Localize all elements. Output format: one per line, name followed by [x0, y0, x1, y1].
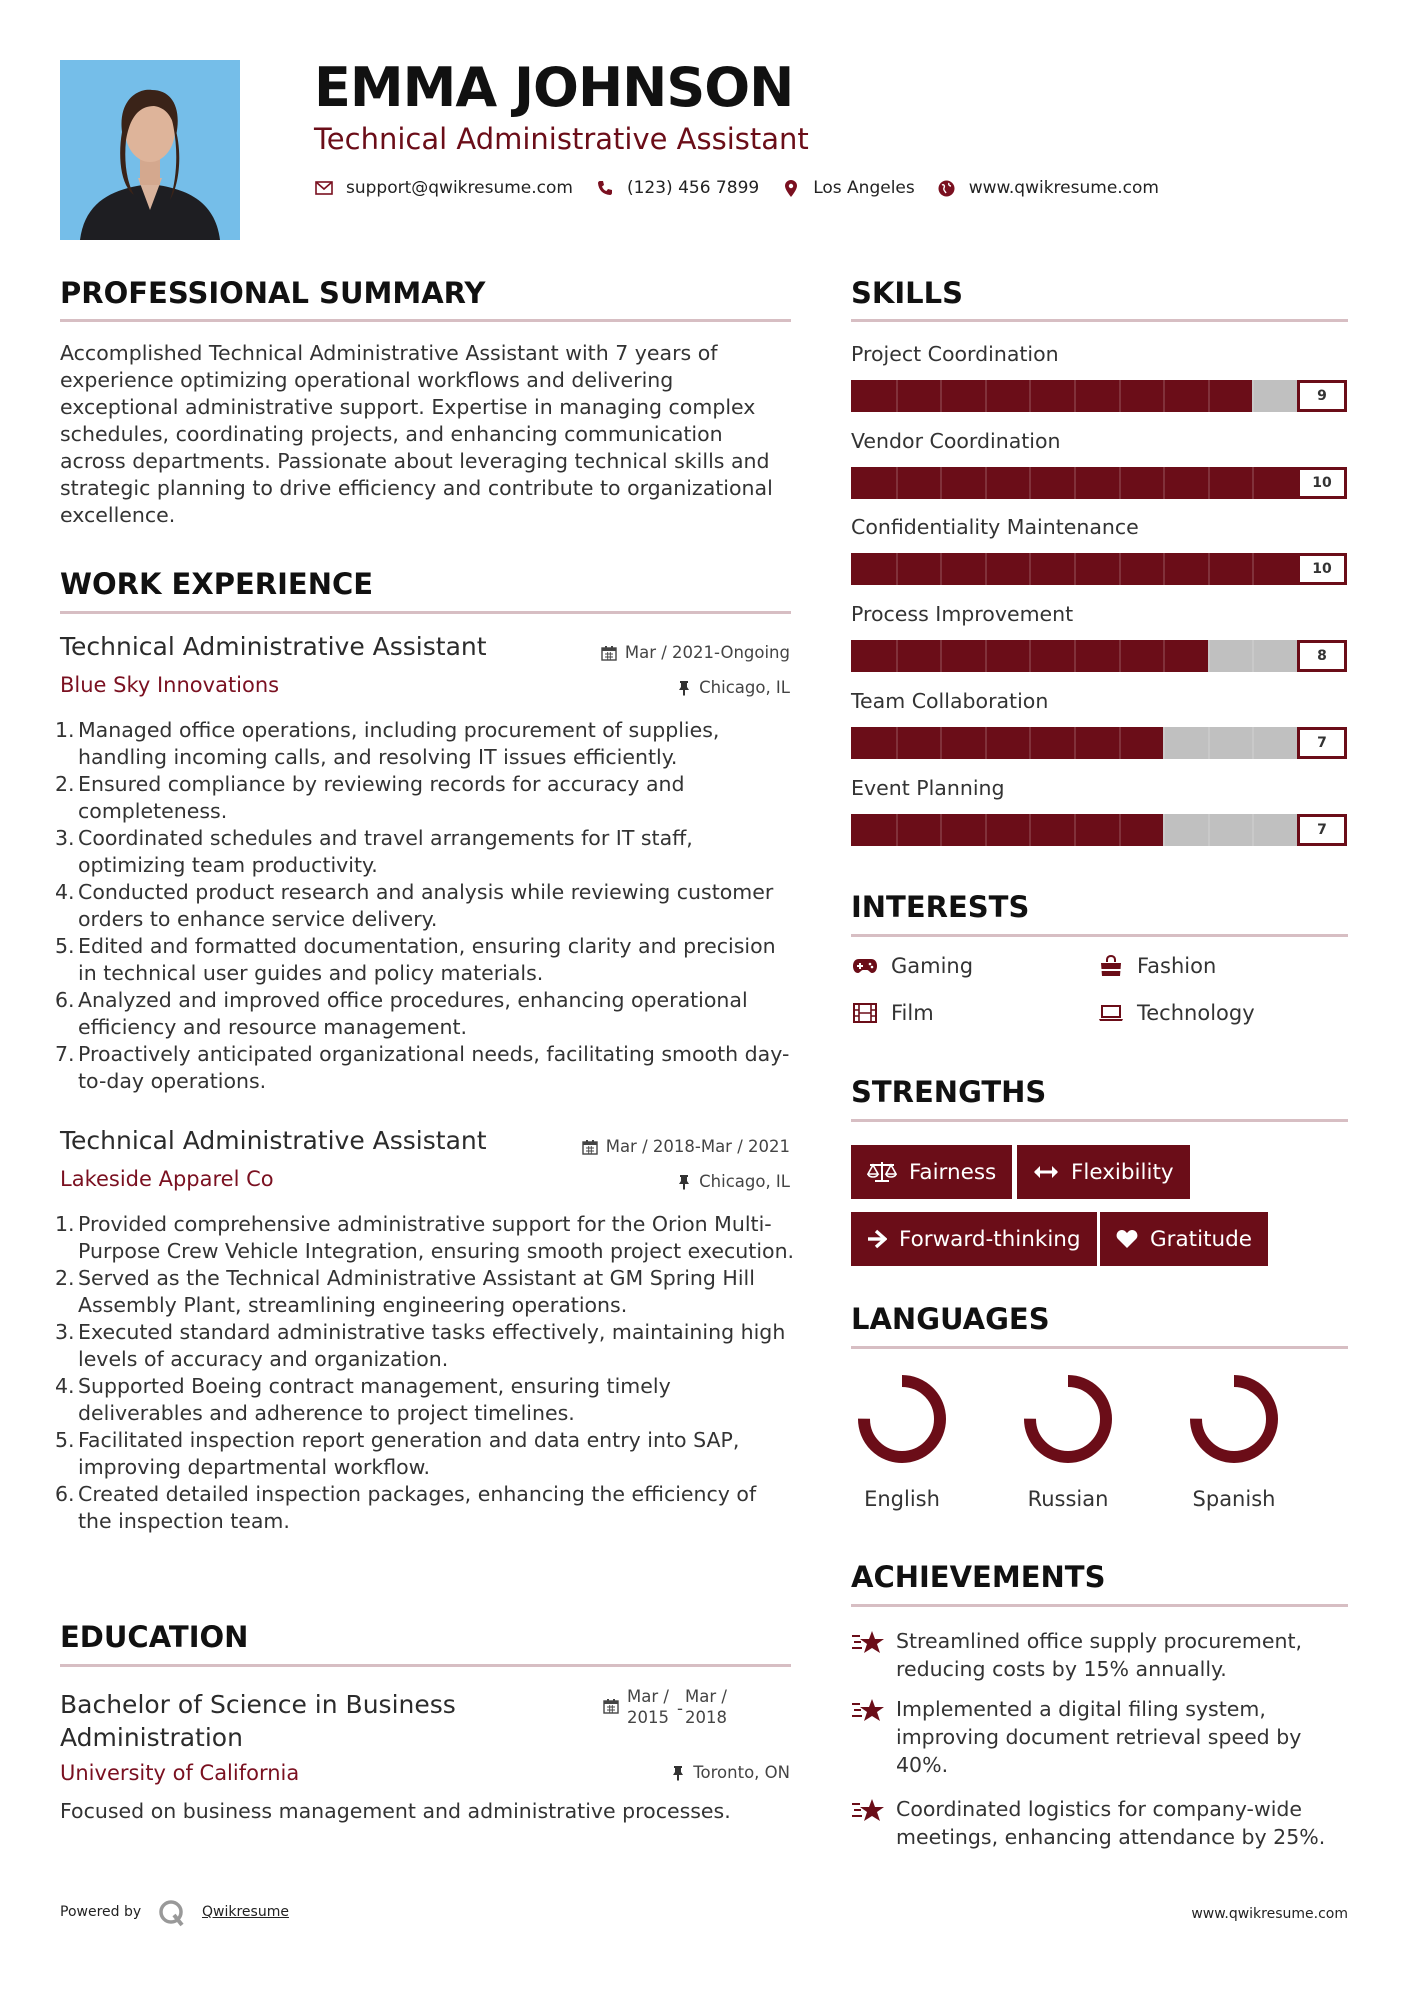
- strength-forward-thinking: [851, 1212, 1097, 1266]
- job-location-text: Chicago, IL: [699, 678, 790, 697]
- phone-icon: [595, 178, 615, 198]
- skill-bar-segment: [1029, 814, 1031, 846]
- interest-label: Technology: [1137, 1001, 1255, 1025]
- star-badge-icon: [851, 1629, 885, 1661]
- job-title: Technical Administrative Assistant: [60, 1126, 487, 1155]
- responsibility-item: [55, 1211, 795, 1265]
- job-responsibilities: [55, 717, 795, 1095]
- strength-flexibility: [1017, 1145, 1190, 1199]
- responsibility-text: Proactively anticipated organizational needs, facilitating smooth day-to-day operations.: [78, 1042, 790, 1093]
- list-number: 1.: [55, 718, 75, 742]
- skill-bar-segment: [1029, 640, 1031, 672]
- job-date: [601, 643, 790, 662]
- responsibility-item: [55, 717, 795, 771]
- list-number: 5.: [55, 934, 75, 958]
- responsibility-item: [55, 1481, 795, 1535]
- section-divider: [851, 934, 1348, 937]
- skill-bar-segment: [1029, 727, 1031, 759]
- language-name: Russian: [1027, 1487, 1109, 1511]
- skill-bar-segment: [1119, 553, 1121, 585]
- section-divider: [851, 319, 1348, 322]
- responsibility-text: Edited and formatted documentation, ensuring clarity and precision in technical user guides and policy materials.: [78, 934, 776, 985]
- skill-bar-segment: [1074, 640, 1076, 672]
- map-pin-icon: [781, 178, 801, 198]
- education-end-year: 2018: [684, 1708, 727, 1727]
- globe-icon: [937, 178, 957, 198]
- school-name: University of California: [60, 1761, 300, 1785]
- responsibility-text: Coordinated schedules and travel arrangements for IT staff, optimizing team productivity.: [78, 826, 693, 877]
- skill-bar-segment: [1163, 640, 1165, 672]
- star-badge-icon: [851, 1697, 885, 1729]
- arrow-right-icon: [867, 1229, 887, 1249]
- qwikresume-brand-link[interactable]: Qwikresume: [202, 1904, 289, 1920]
- responsibility-text: Executed standard administrative tasks effectively, maintaining high levels of accuracy and organization.: [78, 1320, 786, 1371]
- section-heading-interests: INTERESTS: [851, 890, 1030, 924]
- skill-bar-fill: [851, 727, 1163, 759]
- skill-bar-segment: [1163, 380, 1165, 412]
- skill-bar-segment: [1163, 814, 1165, 846]
- skill-bar-segment: [896, 467, 898, 499]
- shopping-bag-icon: [1097, 954, 1125, 978]
- skill-bar: [851, 640, 1347, 672]
- skill-label: Vendor Coordination: [851, 428, 1061, 453]
- skill-bar-segment: [940, 814, 942, 846]
- company-name: Lakeside Apparel Co: [60, 1167, 274, 1191]
- skill-bar-segment: [896, 640, 898, 672]
- strength-label: Fairness: [909, 1159, 997, 1185]
- pushpin-icon: [677, 680, 691, 696]
- section-divider: [851, 1604, 1348, 1607]
- strength-label: Gratitude: [1150, 1226, 1253, 1252]
- skill-bar-segment: [896, 553, 898, 585]
- language-name: English: [864, 1487, 940, 1511]
- section-heading-skills: SKILLS: [851, 276, 963, 310]
- language-name: Spanish: [1192, 1487, 1276, 1511]
- skill-label: Project Coordination: [851, 342, 1059, 366]
- education-description: Focused on business management and administrative processes.: [60, 1799, 731, 1823]
- list-number: 5.: [55, 1428, 75, 1452]
- skill-bar-segment: [985, 380, 987, 412]
- contact-phone[interactable]: [595, 178, 759, 198]
- skill-bar-segment: [1252, 640, 1254, 672]
- skill-bar-segment: [1074, 553, 1076, 585]
- section-heading-summary: PROFESSIONAL SUMMARY: [60, 276, 486, 310]
- achievement-text: Streamlined office supply procurement, reducing costs by 15% annually.: [896, 1629, 1303, 1681]
- achievement-text: Implemented a digital filing system, improving document retrieval speed by 40%.: [896, 1697, 1302, 1777]
- job-date-text: Mar / 2021-Ongoing: [624, 643, 790, 662]
- section-divider: [60, 1664, 791, 1667]
- email-text: support@qwikresume.com: [346, 178, 573, 198]
- language-level-ring: [1179, 1364, 1289, 1474]
- section-heading-languages: LANGUAGES: [851, 1302, 1050, 1336]
- skill-bar-segment: [1074, 467, 1076, 499]
- responsibility-item: [55, 987, 795, 1041]
- skill-bar-segment: [985, 467, 987, 499]
- skill-bar: [851, 727, 1347, 759]
- envelope-icon: [314, 178, 334, 198]
- responsibility-item: [55, 933, 795, 987]
- candidate-name: EMMA JOHNSON: [314, 56, 794, 119]
- list-number: 4.: [55, 880, 75, 904]
- strength-gratitude: [1100, 1212, 1268, 1266]
- skill-bar: [851, 380, 1347, 412]
- skill-bar-segment: [985, 640, 987, 672]
- language-level-ring: [1013, 1364, 1123, 1474]
- skill-bar-segment: [1208, 814, 1210, 846]
- responsibility-item: [55, 1373, 795, 1427]
- calendar-icon: [603, 1698, 619, 1714]
- skill-bar-segment: [940, 467, 942, 499]
- interest-label: Fashion: [1137, 954, 1217, 978]
- phone-text: (123) 456 7899: [626, 178, 760, 198]
- education-start-year: 2015: [627, 1708, 669, 1727]
- interest-fashion: [1097, 954, 1216, 978]
- education-date: [603, 1686, 727, 1728]
- skill-bar: [851, 467, 1347, 499]
- degree-title: Bachelor of Science in Business Administration: [60, 1690, 456, 1752]
- job-date: [582, 1137, 790, 1156]
- responsibility-item: [55, 825, 795, 879]
- list-number: 3.: [55, 826, 75, 850]
- skill-label: Event Planning: [851, 775, 1005, 800]
- section-divider: [851, 1119, 1348, 1122]
- responsibility-item: [55, 1427, 795, 1481]
- website-text: www.qwikresume.com: [968, 178, 1159, 198]
- language-level-ring: [847, 1364, 957, 1474]
- skill-score: 10: [1297, 467, 1347, 499]
- skill-bar-segment: [1119, 814, 1121, 846]
- list-number: 3.: [55, 1320, 75, 1344]
- list-number: 2.: [55, 772, 75, 796]
- skill-bar-segment: [896, 727, 898, 759]
- skill-label: Team Collaboration: [851, 688, 1049, 713]
- skill-score: 7: [1297, 814, 1347, 846]
- skill-bar-segment: [1119, 380, 1121, 412]
- education-location-text: Toronto, ON: [693, 1763, 790, 1782]
- skill-bar-fill: [851, 814, 1163, 846]
- calendar-icon: [582, 1139, 598, 1155]
- responsibility-text: Conducted product research and analysis while reviewing customer orders to enhance service delivery.: [78, 880, 774, 931]
- skill-bar-segment: [1208, 380, 1210, 412]
- skill-bar-segment: [1208, 467, 1210, 499]
- skill-score: 8: [1297, 640, 1347, 672]
- skill-bar-segment: [1074, 380, 1076, 412]
- skill-bar-segment: [1074, 814, 1076, 846]
- skill-bar-segment: [896, 814, 898, 846]
- skill-bar-segment: [1029, 467, 1031, 499]
- skill-bar-segment: [1029, 553, 1031, 585]
- interest-label: Film: [891, 1001, 934, 1025]
- balance-scale-icon: [867, 1161, 897, 1183]
- heart-icon: [1116, 1229, 1138, 1249]
- skill-bar-segment: [1029, 380, 1031, 412]
- responsibility-text: Analyzed and improved office procedures, enhancing operational efficiency and resource management.: [78, 988, 748, 1039]
- skill-bar-segment: [1252, 814, 1254, 846]
- skill-bar-segment: [940, 553, 942, 585]
- skill-bar-segment: [1208, 727, 1210, 759]
- contact-bar: [314, 178, 1181, 198]
- skill-bar-segment: [1074, 727, 1076, 759]
- responsibility-text: Served as the Technical Administrative Assistant at GM Spring Hill Assembly Plant, streamlining engineering operations.: [78, 1266, 755, 1317]
- powered-by-label: Powered by: [60, 1904, 142, 1920]
- candidate-title: Technical Administrative Assistant: [314, 122, 809, 156]
- skill-bar-segment: [1252, 727, 1254, 759]
- strength-fairness: [851, 1145, 1012, 1199]
- list-number: 4.: [55, 1374, 75, 1398]
- contact-website[interactable]: [937, 178, 1159, 198]
- skill-score: 9: [1297, 380, 1347, 412]
- section-divider: [60, 611, 791, 614]
- list-number: 6.: [55, 1482, 75, 1506]
- responsibility-item: [55, 1041, 795, 1095]
- responsibility-text: Ensured compliance by reviewing records for accuracy and completeness.: [78, 772, 685, 823]
- gamepad-icon: [851, 954, 879, 978]
- job-date-text: Mar / 2018-Mar / 2021: [605, 1137, 790, 1156]
- section-heading-experience: WORK EXPERIENCE: [60, 567, 374, 601]
- strength-label: Forward-thinking: [899, 1226, 1081, 1252]
- location-text: Los Angeles: [813, 178, 915, 198]
- skill-bar-segment: [896, 380, 898, 412]
- calendar-icon: [601, 645, 617, 661]
- laptop-icon: [1097, 1001, 1125, 1025]
- skill-score: 7: [1297, 727, 1347, 759]
- skill-bar-segment: [985, 553, 987, 585]
- job-location-text: Chicago, IL: [699, 1172, 790, 1191]
- responsibility-text: Supported Boeing contract management, ensuring timely deliverables and adherence to project timelines.: [78, 1374, 671, 1425]
- job-title: Technical Administrative Assistant: [60, 632, 487, 661]
- section-heading-education: EDUCATION: [60, 1620, 249, 1654]
- skill-bar-segment: [940, 727, 942, 759]
- pushpin-icon: [671, 1765, 685, 1781]
- film-icon: [851, 1001, 879, 1025]
- skill-bar-segment: [985, 814, 987, 846]
- skill-bar-fill: [851, 380, 1252, 412]
- responsibility-item: [55, 771, 795, 825]
- skill-label: Process Improvement: [851, 602, 1074, 627]
- job-responsibilities: [55, 1211, 795, 1535]
- skill-bar-segment: [985, 727, 987, 759]
- skill-bar-segment: [1163, 553, 1165, 585]
- qwikresume-logo-icon: [158, 1899, 186, 1931]
- achievement-text: Coordinated logistics for company-wide meetings, enhancing attendance by 25%.: [896, 1797, 1326, 1849]
- responsibility-item: [55, 1319, 795, 1373]
- education-date-separator: -: [677, 1699, 683, 1718]
- interest-film: [851, 1001, 934, 1025]
- skill-bar-segment: [1208, 553, 1210, 585]
- section-heading-strengths: STRENGTHS: [851, 1075, 1047, 1109]
- interest-gaming: [851, 954, 973, 978]
- contact-location: [781, 178, 915, 198]
- job-location: [677, 1172, 790, 1191]
- list-number: 6.: [55, 988, 75, 1012]
- skill-bar-segment: [1252, 380, 1254, 412]
- skill-bar-segment: [1119, 467, 1121, 499]
- star-badge-icon: [851, 1797, 885, 1829]
- responsibility-text: Managed office operations, including procurement of supplies, handling incoming calls, and resolving IT issues efficiently.: [78, 718, 720, 769]
- contact-email[interactable]: [314, 178, 573, 198]
- interest-technology: [1097, 1001, 1255, 1025]
- arrows-horizontal-icon: [1033, 1165, 1059, 1179]
- skill-bar-segment: [1119, 727, 1121, 759]
- education-location: [671, 1763, 790, 1782]
- skill-bar-segment: [1163, 727, 1165, 759]
- skill-bar: [851, 814, 1347, 846]
- professional-summary: Accomplished Technical Administrative Assistant with 7 years of experience optimizing operational workflows and delivering exceptional administrative support. Expertise in managing complex schedules, coordinating projects, and enhancing communication across departments. Passionate about leveraging technical skills and strategic planning to drive efficiency and contribute to organizational excellence.: [60, 341, 773, 527]
- responsibility-item: [55, 879, 795, 933]
- skill-score: 10: [1297, 553, 1347, 585]
- skill-bar-segment: [1252, 553, 1254, 585]
- skill-bar-segment: [1208, 640, 1210, 672]
- skill-bar-segment: [940, 640, 942, 672]
- profile-photo: [60, 60, 240, 240]
- responsibility-text: Provided comprehensive administrative support for the Orion Multi-Purpose Crew Vehicle Integration, ensuring smooth project execution.: [78, 1212, 795, 1263]
- job-location: [677, 678, 790, 697]
- skill-label: Confidentiality Maintenance: [851, 515, 1139, 540]
- responsibility-text: Facilitated inspection report generation and data entry into SAP, improving departmental workflow.: [78, 1428, 740, 1479]
- pushpin-icon: [677, 1174, 691, 1190]
- responsibility-text: Created detailed inspection packages, enhancing the efficiency of the inspection team.: [78, 1482, 757, 1533]
- list-number: 1.: [55, 1212, 75, 1236]
- skill-bar-segment: [1252, 467, 1254, 499]
- education-end-month: Mar /: [684, 1687, 727, 1706]
- section-heading-achievements: ACHIEVEMENTS: [851, 1560, 1106, 1594]
- section-divider: [60, 319, 791, 322]
- skill-bar: [851, 553, 1347, 585]
- skill-bar-segment: [1119, 640, 1121, 672]
- skill-bar-segment: [1163, 467, 1165, 499]
- list-number: 2.: [55, 1266, 75, 1290]
- list-number: 7.: [55, 1042, 75, 1066]
- responsibility-item: [55, 1265, 795, 1319]
- interest-label: Gaming: [891, 954, 974, 978]
- strength-label: Flexibility: [1071, 1159, 1174, 1185]
- skill-bar-segment: [940, 380, 942, 412]
- footer-website-link[interactable]: www.qwikresume.com: [1191, 1906, 1348, 1922]
- company-name: Blue Sky Innovations: [60, 673, 280, 697]
- education-start-month: Mar /: [627, 1687, 669, 1706]
- section-divider: [851, 1346, 1348, 1349]
